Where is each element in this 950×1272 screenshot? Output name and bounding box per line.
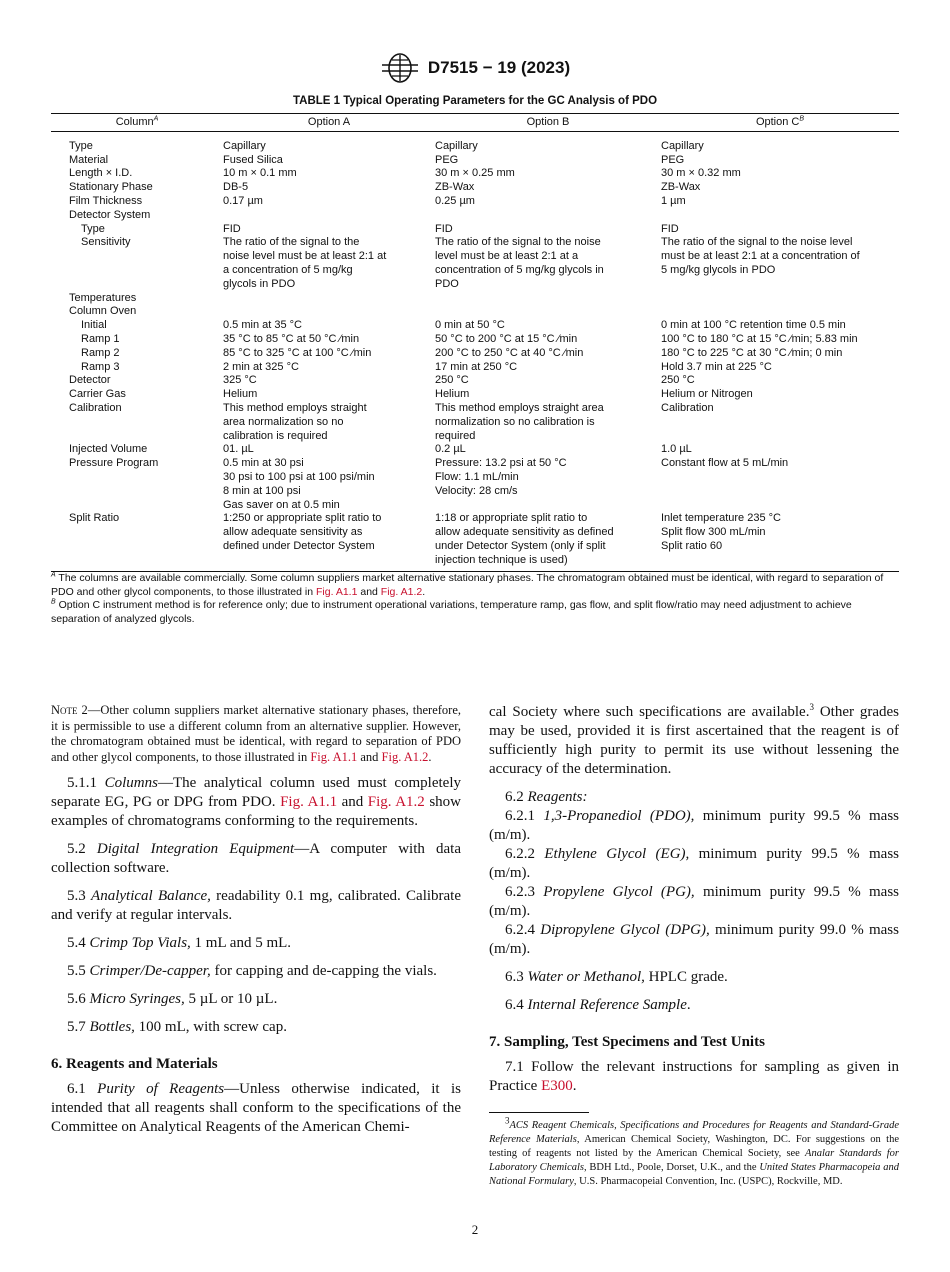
- paragraph-5-4: 5.4 Crimp Top Vials, 1 mL and 5 mL.: [67, 935, 292, 951]
- cell-line: a concentration of 5 mg/kg: [223, 263, 353, 276]
- cell-line: Helium: [435, 388, 470, 401]
- option-b-cell: [435, 181, 661, 195]
- row-label-text: Column Oven: [69, 305, 137, 318]
- row-label-text: Stationary Phase: [69, 181, 153, 194]
- row-label: [51, 361, 223, 375]
- gc-parameters-table: [51, 113, 899, 572]
- paragraph-6-1-continued: cal Society where such specifications are available.$^3$ Other grades may be used, provided it is first ascertained that the reagent is of sufficiently high purity to permit its use without lessening the accuracy of the determination.: [489, 702, 899, 777]
- option-b-cell: [435, 131, 661, 153]
- cell-line: under Detector System (only if split: [435, 539, 606, 552]
- paragraph-5-6: 5.6 Micro Syringes, 5 µL or 10 µL.: [67, 991, 278, 1007]
- option-c-cell: [661, 305, 899, 319]
- option-a-cell: [223, 388, 435, 402]
- paragraph-6-2: 6.2 Reagents:: [505, 789, 588, 805]
- row-label: [51, 388, 223, 402]
- row-label-text: Ramp 2: [81, 346, 120, 359]
- paragraph-5-5: 5.5 Crimper/De-capper, for capping and de-capping the vials.: [67, 963, 437, 979]
- cell-line: Gas saver on at 0.5 min: [223, 498, 340, 511]
- option-c-cell: [661, 347, 899, 361]
- cell-line: 0.25 µm: [435, 194, 475, 207]
- cell-line: This method employs straight: [223, 401, 367, 414]
- table-footnote-b: $^B$ Option C instrument method is for reference only; due to instrument operational variations, temperature ramp, gas flow, and split flow/ratio may need adjustment to achieve separation of analyzed glycols.: [51, 598, 852, 625]
- option-c-cell: [661, 195, 899, 209]
- option-a-cell: [223, 181, 435, 195]
- row-label: [51, 236, 223, 291]
- option-b-cell: [435, 195, 661, 209]
- cell-line: 1:250 or appropriate split ratio to: [223, 512, 382, 525]
- row-label: [51, 305, 223, 319]
- option-a-cell: [223, 347, 435, 361]
- option-b-cell: [435, 319, 661, 333]
- option-c-cell: [661, 402, 899, 443]
- option-b-cell: [435, 347, 661, 361]
- paragraph-5-2: 5.2 Digital Integration Equipment—A computer with data collection software.: [51, 841, 462, 876]
- left-column: [51, 703, 461, 1146]
- option-b-cell: [435, 443, 661, 457]
- column-header-option-c: Option C$^B$: [661, 114, 899, 132]
- row-label-text: Ramp 3: [81, 360, 120, 373]
- option-c-cell: [661, 209, 899, 223]
- cell-line: 5 mg/kg glycols in PDO: [661, 263, 776, 276]
- option-b-cell: [435, 374, 661, 388]
- table-row: [51, 319, 899, 333]
- row-label-text: Ramp 1: [81, 332, 120, 345]
- cell-line: Capillary: [435, 139, 478, 152]
- page-number: 2: [471, 1222, 479, 1237]
- cell-line: Fused Silica: [223, 153, 283, 166]
- table-row: [51, 154, 899, 168]
- table-row: [51, 305, 899, 319]
- cell-line: 17 min at 250 °C: [435, 360, 518, 373]
- fig-a1-2-link[interactable]: Fig. A1.2: [380, 585, 423, 598]
- cell-line: 0 min at 50 °C: [435, 319, 505, 332]
- row-label: [51, 443, 223, 457]
- cell-line: The ratio of the signal to the noise level: [661, 236, 853, 249]
- option-b-cell: [435, 236, 661, 291]
- table-row: [51, 131, 899, 153]
- cell-line: 30 m × 0.32 mm: [661, 167, 741, 180]
- table-row: [51, 209, 899, 223]
- cell-line: defined under Detector System: [223, 539, 375, 552]
- table-row: [51, 181, 899, 195]
- option-c-cell: [661, 154, 899, 168]
- cell-line: level must be at least 2:1 at a: [435, 250, 579, 263]
- table-row: [51, 195, 899, 209]
- cell-line: 0.5 min at 35 °C: [223, 319, 302, 332]
- cell-line: FID: [661, 222, 679, 235]
- option-c-cell: [661, 457, 899, 512]
- fig-a1-1-link[interactable]: Fig. A1.1: [280, 794, 338, 810]
- table-row: [51, 167, 899, 181]
- row-label: [51, 154, 223, 168]
- cell-line: 85 °C to 325 °C at 100 °C ⁄min: [223, 346, 372, 359]
- paragraph-6-2-1: 6.2.1 1,3-Propanediol (PDO), minimum purity 99.5 % mass (m/m).: [489, 808, 900, 843]
- option-c-cell: [661, 443, 899, 457]
- row-label: [51, 457, 223, 512]
- row-label-text: Detector: [69, 374, 111, 387]
- table-row: [51, 402, 899, 443]
- option-b-cell: [435, 512, 661, 571]
- row-label-text: Split Ratio: [69, 512, 120, 525]
- table-row: [51, 292, 899, 306]
- cell-line: This method employs straight area: [435, 401, 604, 414]
- row-label-text: Length × I.D.: [69, 167, 133, 180]
- cell-line: 325 °C: [223, 374, 257, 387]
- paragraph-6-2-4: 6.2.4 Dipropylene Glycol (DPG), minimum purity 99.0 % mass (m/m).: [489, 922, 899, 957]
- table-footnotes: [51, 572, 899, 626]
- row-label: [51, 167, 223, 181]
- cell-line: Helium or Nitrogen: [661, 388, 753, 401]
- cell-line: Split flow 300 mL/min: [661, 526, 766, 539]
- option-b-cell: [435, 154, 661, 168]
- option-c-cell: [661, 361, 899, 375]
- footnote-3: $^3$ACS Reagent Chemicals, Specifications and Procedures for Reagents and Standard-Grade Reference Materials, American Chemical Society, Washington, DC. For suggestions on the testing of reagents not listed by the American Chemical Society, see Analar Standards for Laboratory Chemicals, BDH Ltd., Poole, Dorset, U.K., and the United States Pharmacopeia and National Formulary, U.S. Pharmacopeial Convention, Inc. (USPC), Rockville, MD.: [489, 1115, 899, 1187]
- option-b-cell: [435, 305, 661, 319]
- cell-line: Split ratio 60: [661, 539, 723, 552]
- cell-line: normalization so no calibration is: [435, 415, 595, 428]
- option-c-cell: [661, 319, 899, 333]
- table-row: [51, 512, 899, 571]
- option-a-cell: [223, 223, 435, 237]
- table-row: [51, 361, 899, 375]
- cell-line: PEG: [435, 153, 459, 166]
- row-label: [51, 512, 223, 571]
- option-a-cell: [223, 195, 435, 209]
- row-label: [51, 131, 223, 153]
- row-label: [51, 374, 223, 388]
- option-a-cell: [223, 167, 435, 181]
- row-label-text: Film Thickness: [69, 194, 143, 207]
- option-a-cell: [223, 154, 435, 168]
- table-footnote-a: $^A$ The columns are available commercially. Some column suppliers market alternative stationary phases. The chromatogram obtained must be identical, with regard to separation of PDO and other glycol components, to those illustrated in Fig. A1.1 and Fig. A1.2.: [51, 571, 884, 598]
- cell-line: must be at least 2:1 at a concentration of: [661, 250, 860, 263]
- paragraph-6-2-2: 6.2.2 Ethylene Glycol (EG), minimum purity 99.5 % mass (m/m).: [489, 846, 899, 881]
- option-c-cell: [661, 374, 899, 388]
- cell-line: area normalization so no: [223, 415, 344, 428]
- cell-line: Constant flow at 5 mL/min: [661, 457, 789, 470]
- table-caption: TABLE 1 Typical Operating Parameters for the GC Analysis of PDO: [292, 95, 658, 107]
- option-b-cell: [435, 333, 661, 347]
- cell-line: Calibration: [661, 401, 714, 414]
- table-row: [51, 443, 899, 457]
- cell-line: The ratio of the signal to the: [223, 236, 360, 249]
- option-a-cell: [223, 457, 435, 512]
- option-c-cell: [661, 512, 899, 571]
- option-b-cell: [435, 361, 661, 375]
- table-row: [51, 333, 899, 347]
- e300-link[interactable]: E300: [541, 1078, 573, 1094]
- note-2: Note 2—Other column suppliers market alternative stationary phases, therefore, it is permissible to use a different column from an alternative supplier. However, the chromatogram obtained must be identical, with regard to separation of PDO and other glycol components, to those illustrated in Fig. A1.1 and Fig. A1.2.: [51, 703, 462, 764]
- option-c-cell: [661, 223, 899, 237]
- option-a-cell: [223, 305, 435, 319]
- table-row: [51, 374, 899, 388]
- row-label: [51, 402, 223, 443]
- cell-line: Inlet temperature 235 °C: [661, 512, 781, 525]
- option-c-cell: [661, 236, 899, 291]
- row-label-text: Initial: [81, 319, 107, 332]
- cell-line: injection technique is used): [435, 553, 568, 566]
- cell-line: Velocity: 28 cm/s: [435, 484, 518, 497]
- document-designation: D7515 − 19 (2023): [427, 58, 571, 77]
- row-label: [51, 181, 223, 195]
- cell-line: Capillary: [223, 139, 266, 152]
- cell-line: 2 min at 325 °C: [223, 360, 299, 373]
- option-b-cell: [435, 209, 661, 223]
- cell-line: 35 °C to 85 °C at 50 °C ⁄min: [223, 332, 360, 345]
- footnote-divider: [489, 1112, 589, 1113]
- paragraph-6-2-3: 6.2.3 Propylene Glycol (PG), minimum purity 99.5 % mass (m/m).: [489, 884, 900, 919]
- row-label: [51, 209, 223, 223]
- option-c-cell: [661, 167, 899, 181]
- fig-a1-1-link[interactable]: Fig. A1.1: [315, 585, 358, 598]
- paragraph-6-4: 6.4 Internal Reference Sample.: [505, 997, 691, 1013]
- cell-line: allow adequate sensitivity as: [223, 526, 363, 539]
- right-column: [489, 703, 899, 1198]
- table-row: [51, 236, 899, 291]
- row-label-text: Injected Volume: [69, 443, 148, 456]
- table-row: [51, 388, 899, 402]
- cell-line: The ratio of the signal to the noise: [435, 236, 601, 249]
- row-label: [51, 347, 223, 361]
- cell-line: required: [435, 429, 476, 442]
- row-label-text: Type: [81, 222, 105, 235]
- page-header: [0, 52, 950, 84]
- option-a-cell: [223, 443, 435, 457]
- cell-line: 250 °C: [435, 374, 469, 387]
- option-b-cell: [435, 167, 661, 181]
- cell-line: 8 min at 100 psi: [223, 484, 301, 497]
- cell-line: 30 m × 0.25 mm: [435, 167, 515, 180]
- option-a-cell: [223, 319, 435, 333]
- paragraph-7-1: 7.1 Follow the relevant instructions for sampling as given in Practice E300.: [489, 1059, 899, 1094]
- row-label-text: Calibration: [69, 401, 122, 414]
- cell-line: 0.2 µL: [435, 443, 466, 456]
- column-header-column: Column$^A$: [51, 114, 223, 132]
- row-label: [51, 333, 223, 347]
- cell-line: 1:18 or appropriate split ratio to: [435, 512, 588, 525]
- cell-line: allow adequate sensitivity as defined: [435, 526, 614, 539]
- option-b-cell: [435, 402, 661, 443]
- cell-line: PEG: [661, 153, 685, 166]
- cell-line: noise level must be at least 2:1 at: [223, 250, 387, 263]
- row-label-text: Sensitivity: [81, 236, 131, 249]
- cell-line: ZB-Wax: [435, 181, 475, 194]
- cell-line: 50 °C to 200 °C at 15 °C ⁄min: [435, 332, 578, 345]
- option-c-cell: [661, 333, 899, 347]
- cell-line: 1.0 µL: [661, 443, 692, 456]
- option-b-cell: [435, 388, 661, 402]
- option-a-cell: [223, 131, 435, 153]
- row-label-text: Carrier Gas: [69, 388, 126, 401]
- fig-a1-2-link[interactable]: Fig. A1.2: [381, 749, 429, 764]
- cell-line: 250 °C: [661, 374, 695, 387]
- row-label-text: Material: [69, 153, 109, 166]
- cell-line: 1 µm: [661, 194, 686, 207]
- cell-line: 200 °C to 250 °C at 40 °C ⁄min: [435, 346, 584, 359]
- fig-a1-1-link[interactable]: Fig. A1.1: [310, 749, 358, 764]
- cell-line: Hold 3.7 min at 225 °C: [661, 360, 772, 373]
- astm-logo-icon: [380, 52, 420, 84]
- cell-line: 100 °C to 180 °C at 15 °C ⁄min; 5.83 min: [661, 332, 858, 345]
- cell-line: FID: [223, 222, 241, 235]
- option-a-cell: [223, 236, 435, 291]
- paragraph-5-1-1: 5.1.1 Columns—The analytical column used must completely separate EG, PG or DPG from PDO. Fig. A1.1 and Fig. A1.2 show examples of chromatograms conforming to the requirements.: [51, 775, 461, 829]
- cell-line: 0.5 min at 30 psi: [223, 457, 304, 470]
- cell-line: 10 m × 0.1 mm: [223, 167, 297, 180]
- section-6-heading: 6. Reagents and Materials: [51, 1056, 218, 1072]
- section-7-heading: 7. Sampling, Test Specimens and Test Units: [489, 1034, 765, 1050]
- cell-line: glycols in PDO: [223, 277, 296, 290]
- paragraph-5-3: 5.3 Analytical Balance, readability 0.1 mg, calibrated. Calibrate and verify at regular intervals.: [51, 888, 462, 923]
- option-a-cell: [223, 292, 435, 306]
- column-header-option-a: Option A: [223, 114, 435, 132]
- cell-line: 0 min at 100 °C retention time 0.5 min: [661, 319, 846, 332]
- row-label-text: Detector System: [69, 208, 151, 221]
- table-row: [51, 223, 899, 237]
- cell-line: concentration of 5 mg/kg glycols in: [435, 263, 604, 276]
- cell-line: 180 °C to 225 °C at 30 °C ⁄min; 0 min: [661, 346, 843, 359]
- cell-line: DB-5: [223, 181, 249, 194]
- cell-line: ZB-Wax: [661, 181, 701, 194]
- table-row: [51, 347, 899, 361]
- cell-line: Flow: 1.1 mL/min: [435, 470, 519, 483]
- option-a-cell: [223, 361, 435, 375]
- option-a-cell: [223, 402, 435, 443]
- cell-line: Capillary: [661, 139, 704, 152]
- table-header-row: [51, 114, 899, 132]
- row-label-text: Type: [69, 139, 93, 152]
- cell-line: Helium: [223, 388, 258, 401]
- table-row: [51, 457, 899, 512]
- fig-a1-2-link[interactable]: Fig. A1.2: [367, 794, 425, 810]
- option-c-cell: [661, 388, 899, 402]
- option-a-cell: [223, 209, 435, 223]
- column-header-option-b: Option B: [435, 114, 661, 132]
- row-label: [51, 292, 223, 306]
- option-c-cell: [661, 181, 899, 195]
- option-c-cell: [661, 292, 899, 306]
- option-b-cell: [435, 223, 661, 237]
- row-label: [51, 223, 223, 237]
- cell-line: calibration is required: [223, 429, 328, 442]
- cell-line: Pressure: 13.2 psi at 50 °C: [435, 457, 567, 470]
- option-b-cell: [435, 292, 661, 306]
- row-label-text: Pressure Program: [69, 457, 159, 470]
- row-label-text: Temperatures: [69, 291, 137, 304]
- cell-line: 30 psi to 100 psi at 100 psi/min: [223, 470, 375, 483]
- option-c-cell: [661, 131, 899, 153]
- row-label: [51, 195, 223, 209]
- paragraph-5-7: 5.7 Bottles, 100 mL, with screw cap.: [67, 1019, 287, 1035]
- option-b-cell: [435, 457, 661, 512]
- cell-line: PDO: [435, 277, 459, 290]
- option-a-cell: [223, 333, 435, 347]
- cell-line: 01. µL: [223, 443, 254, 456]
- cell-line: FID: [435, 222, 453, 235]
- row-label: [51, 319, 223, 333]
- paragraph-6-3: 6.3 Water or Methanol, HPLC grade.: [505, 969, 728, 985]
- paragraph-6-1: 6.1 Purity of Reagents—Unless otherwise indicated, it is intended that all reagents shall conform to the specifications of the Committee on Analytical Reagents of the American Chemi-: [51, 1081, 461, 1135]
- option-a-cell: [223, 374, 435, 388]
- option-a-cell: [223, 512, 435, 571]
- cell-line: 0.17 µm: [223, 194, 263, 207]
